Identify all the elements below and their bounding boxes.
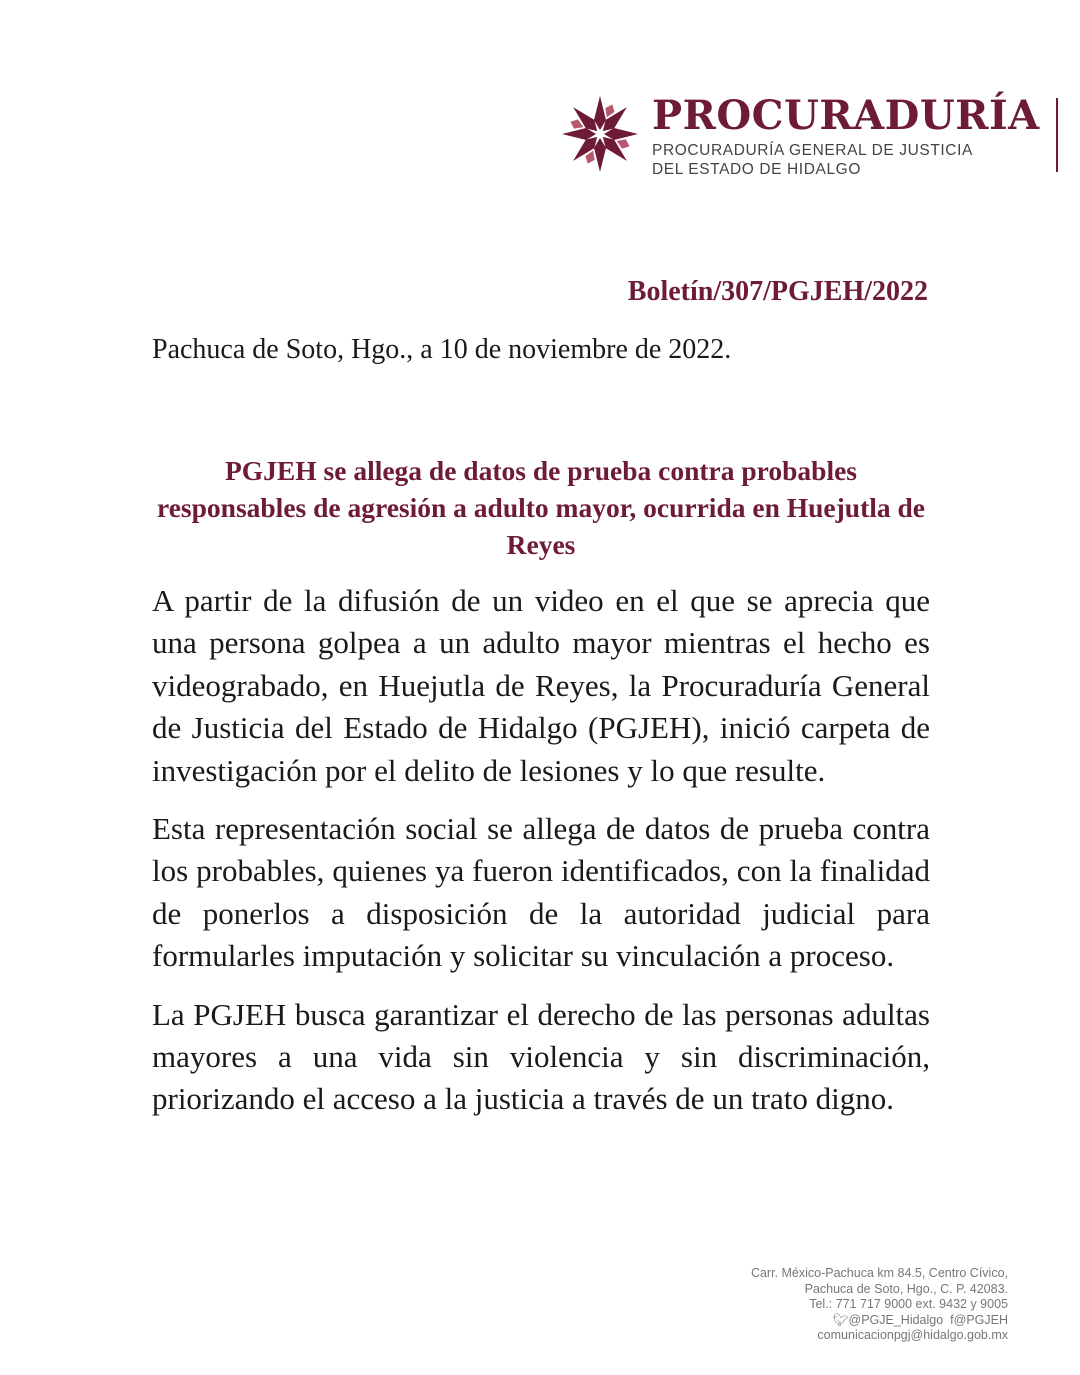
- bulletin-number: Boletín/307/PGJEH/2022: [627, 276, 928, 307]
- logo-subtitle-line2: DEL ESTADO DE HIDALGO: [652, 161, 861, 178]
- footer-address-line1: Carr. México-Pachuca km 84.5, Centro Cívico,: [750, 1266, 1008, 1280]
- headline: PGJEH se allega de datos de prueba contra probables responsables de agresión a adulto mayor, ocurrida en Huejutla de Reyes: [156, 455, 925, 560]
- dateline: Pachuca de Soto, Hgo., a 10 de noviembre de 2022.: [152, 334, 732, 365]
- footer-address-line2: Pachuca de Soto, Hgo., C. P. 42083.: [804, 1281, 1008, 1296]
- footer-social: [751, 1313, 1008, 1329]
- logo-subtitle-line1: PROCURADURÍA GENERAL DE JUSTICIA: [652, 142, 973, 159]
- logo-divider: [1056, 98, 1058, 172]
- facebook-icon: f: [950, 1312, 954, 1327]
- letterhead: [560, 94, 1080, 184]
- star-flower-logo: [560, 94, 640, 174]
- paragraph: La PGJEH busca garantizar el derecho de las personas adultas mayores a una vida sin violencia y sin discriminación, priorizando el acceso a la justicia a través de un trato digno.: [152, 996, 930, 1117]
- footer-twitter[interactable]: @PGJE_Hidalgo: [848, 1312, 944, 1327]
- footer-email[interactable]: comunicacionpgj@hidalgo.gob.mx: [817, 1328, 1008, 1343]
- footer-contact: [751, 1266, 1008, 1344]
- paragraph: A partir de la difusión de un video en el que se aprecia que una persona golpea a un adulto mayor mientras el hecho es videograbado, en Huejutla de Reyes, la Procuraduría General de Justicia del Estado de Hidalgo (PGJEH), inició carpeta de investigación por el delito de lesiones y lo que resulte.: [152, 583, 930, 788]
- footer-phone: Tel.: 771 717 9000 ext. 9432 y 9005: [809, 1297, 1008, 1312]
- logo-title: PROCURADURÍA: [652, 92, 1040, 139]
- paragraph: Esta representación social se allega de datos de prueba contra los probables, quienes ya fueron identificados, con la finalidad de ponerlos a disposición de la autoridad judicial para formularles imputación y solicitar su vinculación a proceso.: [152, 811, 930, 974]
- twitter-icon: 🐦︎: [832, 1312, 849, 1327]
- body-text: [152, 580, 930, 1137]
- footer-facebook[interactable]: @PGJEH: [953, 1312, 1008, 1327]
